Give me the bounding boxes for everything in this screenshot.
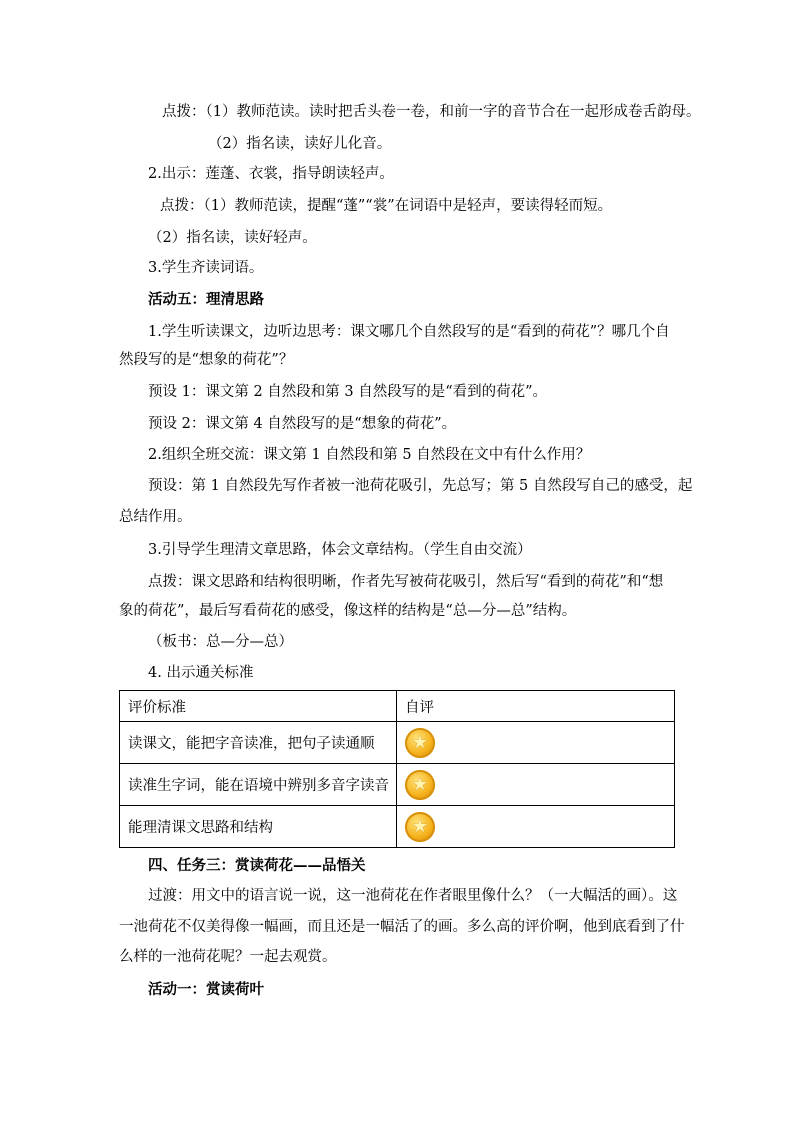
self-eval-cell <box>397 806 675 848</box>
self-eval-cell <box>397 764 675 806</box>
text-line: 3.引导学生理清文章思路，体会文章结构。（学生自由交流） <box>148 542 532 558</box>
section-heading: 活动一：赏读荷叶 <box>148 981 264 998</box>
section-heading: 四、任务三：赏读荷花——品悟关 <box>148 857 366 874</box>
evaluation-table <box>119 690 675 848</box>
text-line: 2.组织全班交流：课文第 1 自然段和第 5 自然段在文中有什么作用？ <box>148 447 591 463</box>
criterion-cell: 读准生字词，能在语境中辨别多音字读音 <box>120 764 397 806</box>
text-line: 然段写的是“想象的荷花”？ <box>119 352 294 368</box>
criterion-cell: 读课文，能把字音读准，把句子读通顺 <box>120 722 397 764</box>
text-line: （2）指名读，读好轻声。 <box>148 230 317 246</box>
section-heading: 活动五：理清思路 <box>148 291 264 308</box>
text-line: （2）指名读，读好儿化音。 <box>208 136 392 152</box>
text-line: 点拨：（1）教师范读，提醒“蓬”“裳”在词语中是轻声，要读得轻而短。 <box>160 198 613 214</box>
text-line: 4. 出示通关标准 <box>148 665 254 681</box>
text-line: 一池荷花不仅美得像一幅画，而且还是一幅活了的画。多么高的评价啊，他到底看到了什 <box>119 919 685 935</box>
table-row <box>120 764 675 806</box>
text-line: 象的荷花”，最后写看荷花的感受，像这样的结构是“总—分—总”结构。 <box>119 603 577 619</box>
gold-star-medal-icon <box>405 728 435 758</box>
text-line: 预设 2：课文第 4 自然段写的是“想象的荷花”。 <box>148 416 457 432</box>
text-line: 1.学生听读课文，边听边思考：课文哪几个自然段写的是“看到的荷花”？哪几个自 <box>148 324 670 340</box>
text-line: 点拨：（1）教师范读。读时把舌头卷一卷，和前一字的音节合在一起形成卷舌韵母。 <box>162 104 701 120</box>
text-line: 预设：第 1 自然段先写作者被一池荷花吸引，先总写；第 5 自然段写自己的感受，起 <box>148 478 693 494</box>
table-row <box>120 722 675 764</box>
gold-star-medal-icon <box>405 770 435 800</box>
text-line: （板书：总—分—总） <box>148 634 293 650</box>
gold-star-medal-icon <box>405 812 435 842</box>
criterion-cell: 能理清课文思路和结构 <box>120 806 397 848</box>
text-line: 过渡：用文中的语言说一说，这一池荷花在作者眼里像什么？（一大幅活的画）。这 <box>148 888 678 904</box>
text-line: 总结作用。 <box>119 509 192 525</box>
text-line: 么样的一池荷花呢？一起去观赏。 <box>119 949 337 965</box>
text-line: 3.学生齐读词语。 <box>148 260 264 276</box>
table-header-row <box>120 691 675 722</box>
table-row <box>120 806 675 848</box>
self-eval-cell <box>397 722 675 764</box>
table-header-cell: 自评 <box>397 691 675 722</box>
table-header-cell: 评价标准 <box>120 691 397 722</box>
text-line: 预设 1：课文第 2 自然段和第 3 自然段写的是“看到的荷花”。 <box>148 384 548 400</box>
text-line: 点拨：课文思路和结构很明晰，作者先写被荷花吸引，然后写“看到的荷花”和“想 <box>148 574 664 590</box>
text-line: 2.出示：莲蓬、衣裳，指导朗读轻声。 <box>148 166 394 182</box>
